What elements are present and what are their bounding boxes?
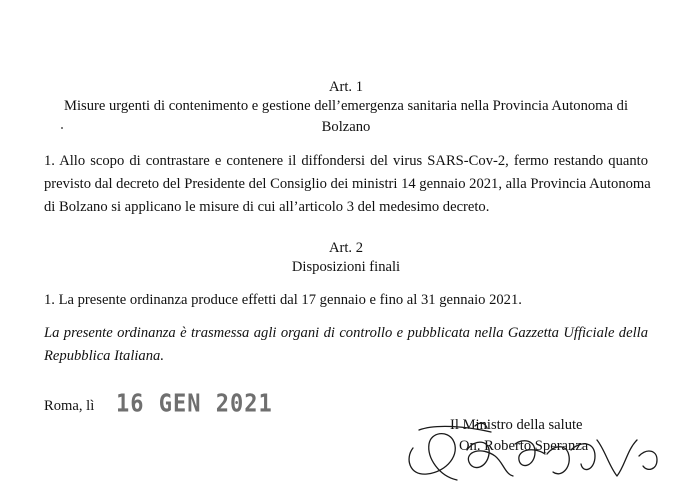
art1-heading: Art. 1 bbox=[328, 79, 364, 95]
signatory-name: On. Roberto Speranza bbox=[459, 438, 589, 454]
art1-paragraph-line3: di Bolzano si applicano le misure di cui all’articolo 3 del medesimo decreto. bbox=[44, 199, 490, 215]
signatory-role: Il Ministro della salute bbox=[450, 417, 583, 433]
handwritten-signature bbox=[395, 410, 692, 489]
transmission-note bbox=[44, 322, 648, 368]
transmission-note-line2: Repubblica Italiana. bbox=[44, 348, 164, 364]
art1-paragraph-line2: previsto dal decreto del Presidente del Consiglio dei ministri 14 gennaio 2021, alla Provincia Autonoma bbox=[44, 176, 651, 192]
art2-title: Disposizioni finali bbox=[291, 259, 401, 275]
stray-mark bbox=[61, 127, 63, 129]
date-stamp: 16 GEN 2021 bbox=[116, 390, 273, 418]
art1-title-line2: Bolzano bbox=[321, 119, 371, 135]
transmission-note-line1: La presente ordinanza è trasmessa agli organi di controllo e pubblicata nella Gazzetta Ufficiale della bbox=[44, 325, 648, 341]
place-label: Roma, lì bbox=[44, 398, 95, 414]
art2-paragraph: 1. La presente ordinanza produce effetti dal 17 gennaio e fino al 31 gennaio 2021. bbox=[44, 292, 522, 308]
art2-heading: Art. 2 bbox=[328, 240, 364, 256]
art1-paragraph bbox=[44, 150, 651, 219]
art1-title-line1: Misure urgenti di contenimento e gestione dell’emergenza sanitaria nella Provincia Autonoma di bbox=[64, 98, 628, 114]
art1-paragraph-line1: 1. Allo scopo di contrastare e contenere il diffondersi del virus SARS-Cov-2, fermo restando quanto bbox=[44, 153, 648, 169]
